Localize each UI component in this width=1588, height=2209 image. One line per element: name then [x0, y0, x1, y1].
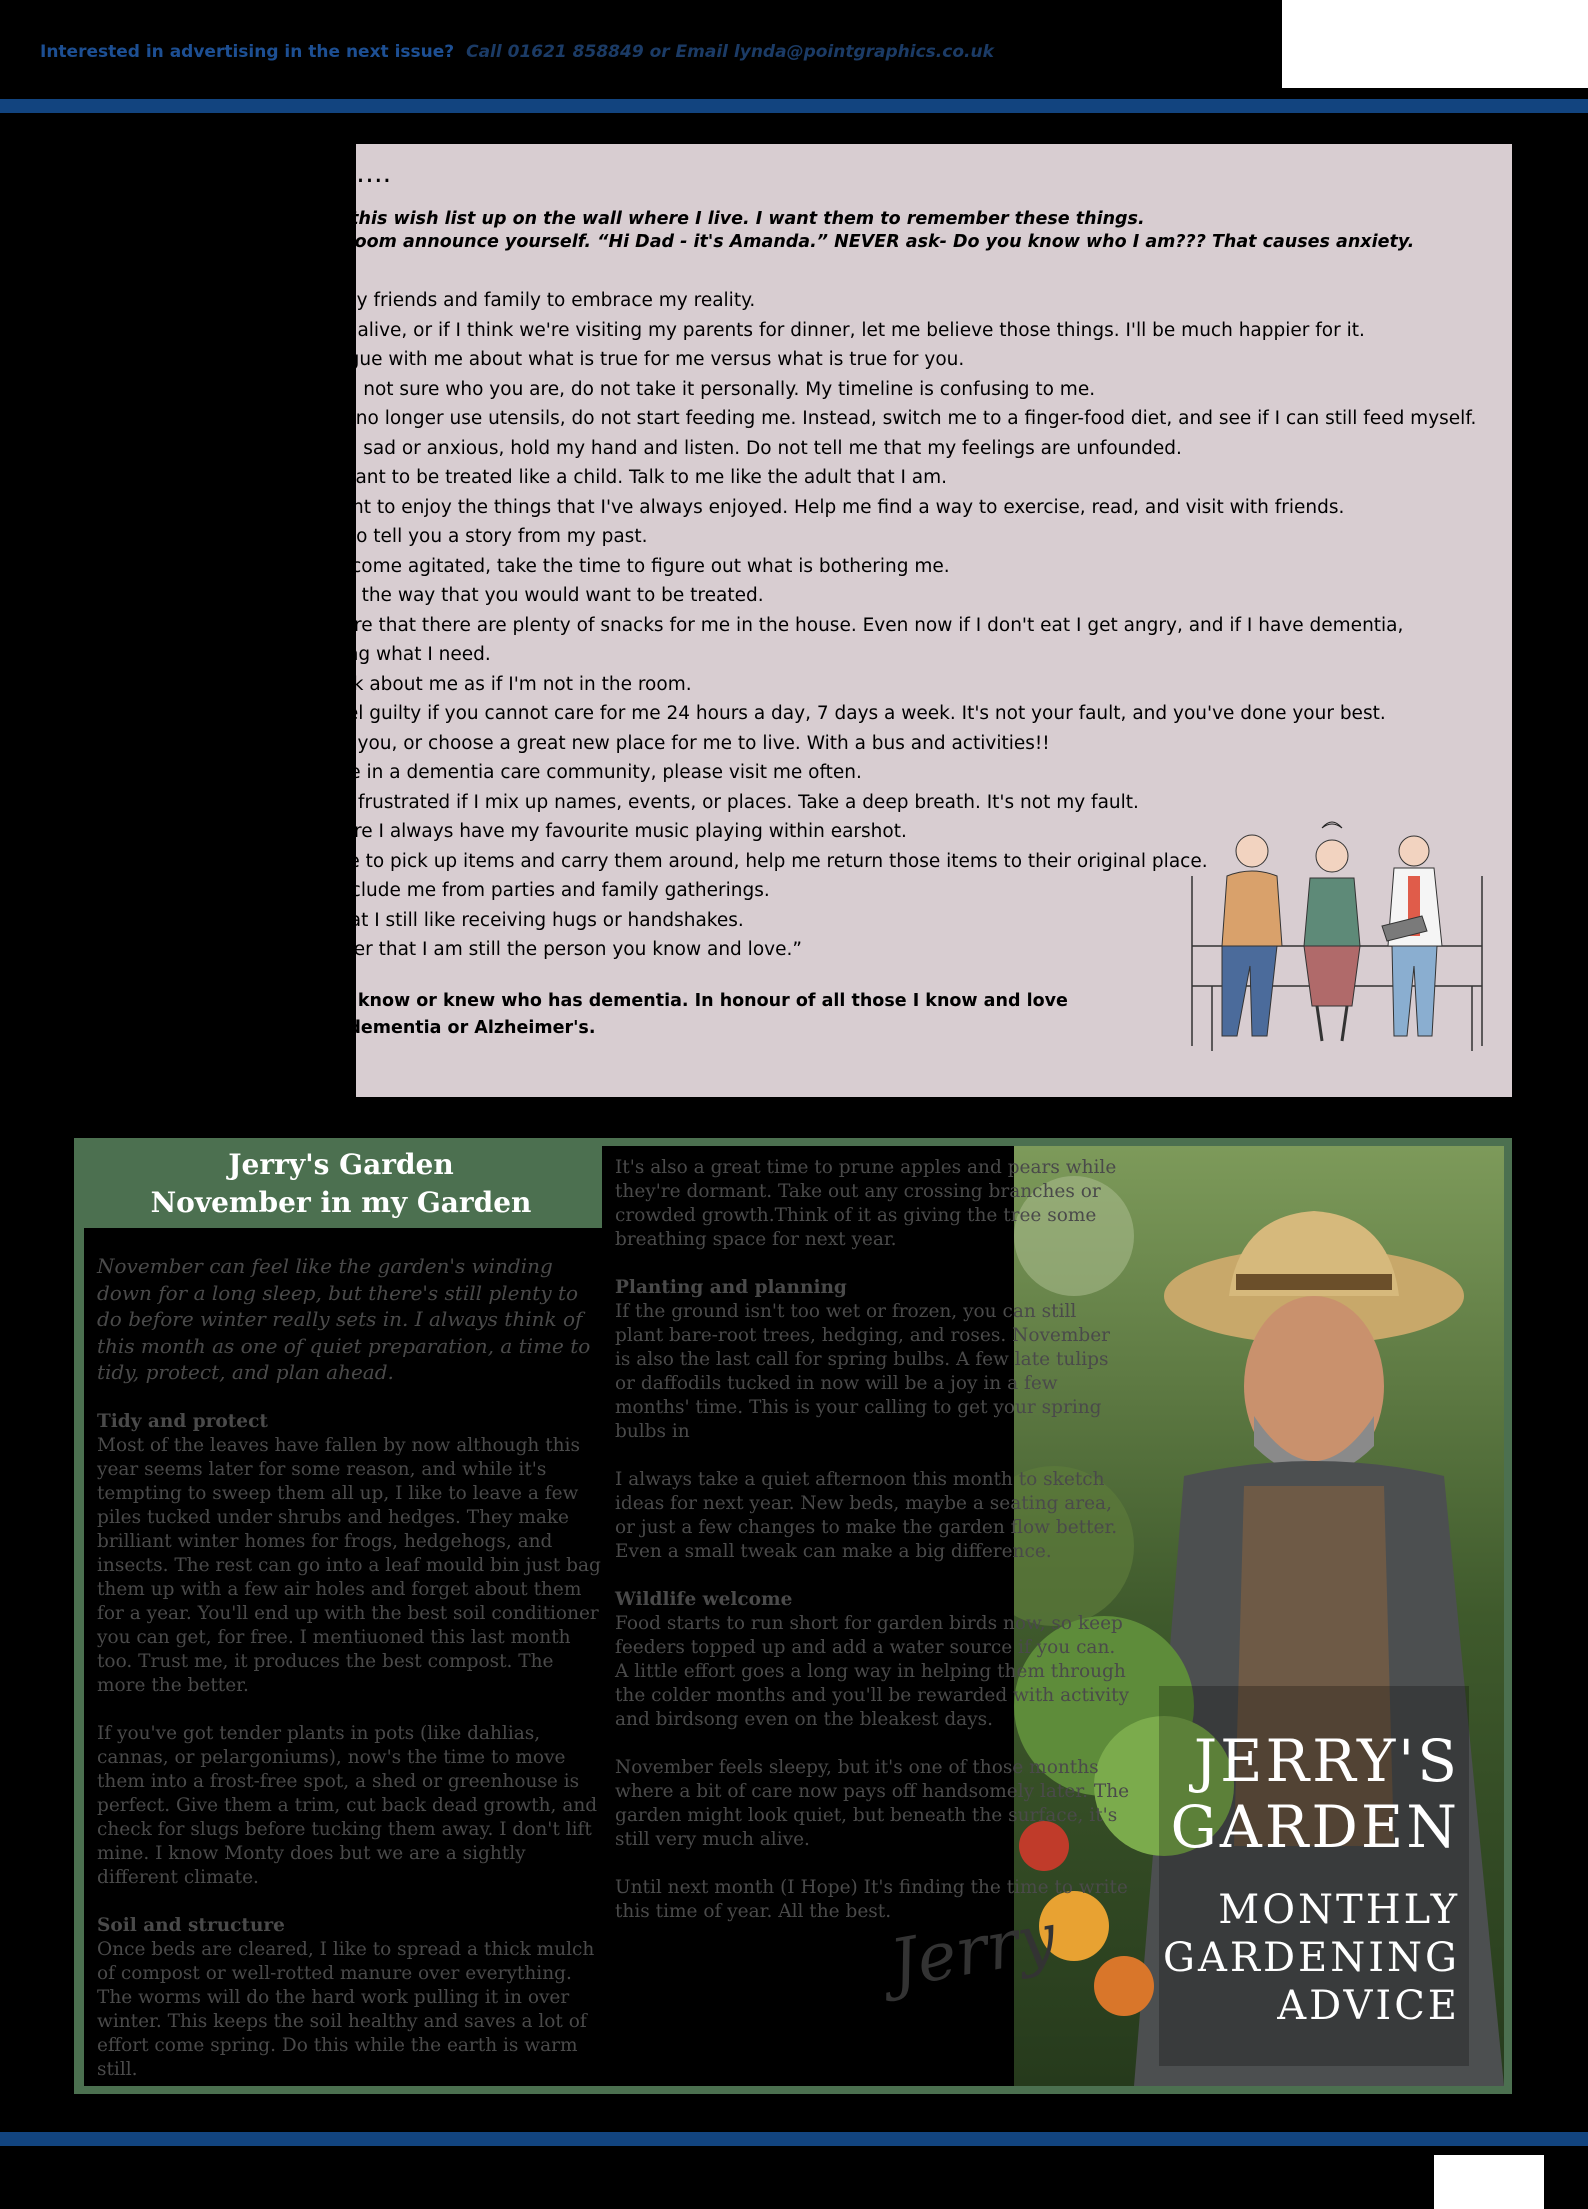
para-soil: Once beds are cleared, I like to spread a thick mulch of compost or well-rotted manure over everything. The worms will do the hard work pulling it in over winter. This keeps the soil healthy and saves a lot of effort come spring. Do this while the earth is warm still.	[97, 1938, 595, 2080]
dementia-title: IF I GET DEMENTIA…..	[94, 158, 392, 189]
dementia-honour-note: In honour of someone you know or knew who has dementia. In honour of all those I know and love and lost who are fighting dementia or Alzheimer's.	[94, 991, 1068, 1038]
heading-soil: Soil and structure	[97, 1914, 285, 1936]
ad-contact: Call 01621 858849 or Email lynda@pointgraphics.co.uk	[466, 42, 994, 62]
ad-prompt: Interested in advertising in the next issue?	[40, 42, 455, 62]
list-item: • If I get dementia, ask me to tell you a story from my past.	[94, 522, 1476, 552]
list-item: • If I get dementia, and I become agitated, take the time to figure out what is bothering me.	[94, 552, 1476, 582]
photo-title-line-2: GARDEN	[1170, 1793, 1460, 1861]
list-item: • If I get dementia, and I am sad or anxious, hold my hand and listen. Do not tell me that my feelings are unfounded.	[94, 434, 1476, 464]
list-item: • If I get dementia, and I like to pick up items and carry them around, help me return those items to their original place.	[94, 847, 1476, 877]
list-item: • If I get dementia, don't talk about me as if I'm not in the room.	[94, 670, 1476, 700]
photo-title-line-1: JERRY'S	[1193, 1727, 1460, 1795]
photo-title-overlay	[1160, 1728, 1460, 2030]
list-item: • If I get dementia, know that I still like receiving hugs or handshakes.	[94, 906, 1476, 936]
list-item: • If I think my spouse is still alive, or if I think we're visiting my parents for dinner, let me believe those things. I'll be much happier for it.	[94, 316, 1476, 346]
garden-column-1	[97, 1253, 605, 2106]
photo-sub-line-2: GARDENING	[1163, 1935, 1460, 1981]
para-wildlife: Food starts to run short for garden birds now, so keep feeders topped up and add a water source if you can. A little effort goes a long way in helping them through the colder months and you'll be rewarded with activity and birdsong even on the bleakest days.	[615, 1613, 1130, 1730]
para-until: Until next month (I Hope) It's finding the time to write this time of year. All the best.	[615, 1877, 1128, 1922]
heading-planting: Planting and planning	[615, 1277, 847, 1298]
para-ideas: I always take a quiet afternoon this month to sketch ideas for next year. New beds, maybe a seating area, or just a few changes to make the garden flow better. Even a small tweak can make a big difference.	[615, 1469, 1118, 1562]
dementia-intro-line-2: Every time you enter the room announce yourself. “Hi Dad - it's Amanda.” NEVER ask- Do you know who I am??? That causes anxiety.	[94, 232, 1415, 252]
dementia-intro-line-1: I'd like my family to hang this wish list up on the wall where I live. I want them to remember these things.	[94, 209, 1145, 229]
garden-header	[80, 1146, 602, 1228]
photo-sub-line-1: MONTHLY	[1218, 1887, 1460, 1933]
garden-column-2	[615, 1156, 1130, 1948]
list-item: • If I get dementia, don't argue with me about what is true for me versus what is true for you.	[94, 345, 1476, 375]
list-item: • If I get dementia, remember that I am still the person you know and love.”	[94, 935, 1476, 965]
heading-wildlife: Wildlife welcome	[615, 1589, 793, 1610]
list-item: • If I get dementia, don't be frustrated if I mix up names, events, or places. Take a deep breath. It's not my fault.	[94, 788, 1476, 818]
photo-sub-line-3: ADVICE	[1277, 1983, 1460, 2029]
advertising-notice	[40, 42, 994, 62]
garden-title: Jerry's Garden	[228, 1148, 454, 1181]
garden-subtitle: November in my Garden	[150, 1186, 532, 1219]
top-blue-stripe	[0, 99, 1588, 113]
list-item: • If I get dementia, don't exclude me from parties and family gatherings.	[94, 876, 1476, 906]
para-planting: If the ground isn't too wet or frozen, you can still plant bare-root trees, hedging, and roses. November is also the last call for spring bulbs. A few late tulips or daffodils tucked in now will be a joy in a few months' time. This is your calling to get your spring bulbs in	[615, 1301, 1111, 1442]
bottom-right-white-block	[1434, 2155, 1544, 2209]
list-item: • If I get dementia, and can no longer use utensils, do not start feeding me. Instead, switch me to a finger-food diet, and see if I can still feed myself.	[94, 404, 1476, 434]
top-right-white-block	[1282, 0, 1588, 88]
list-item: • If I get dementia, don't feel guilty if you cannot care for me 24 hours a day, 7 days a week. It's not your fault, and you've done your best. Find someone who can help you, or choose a great new place for me to live. With a bus and activities!!	[94, 699, 1404, 758]
para-sleepy: November feels sleepy, but it's one of those months where a bit of care now pays off handsomely later. The garden might look quiet, but beneath the surface, it's still very much alive.	[615, 1757, 1130, 1850]
list-item: • If I get dementia, I want my friends and family to embrace my reality.	[94, 286, 1476, 316]
caregiver-illustration	[1182, 796, 1500, 1068]
list-item: • If I get dementia, and I live in a dementia care community, please visit me often.	[94, 758, 1476, 788]
para-tidy: Most of the leaves have fallen by now although this year seems later for some reason, and while it's tempting to sweep them all up, I like to leave a few piles tucked under shrubs and hedges. They make brilliant winter homes for frogs, hedgehogs, and insects. The rest can go into a leaf mould bin just bag them up with a few air holes and forget about them for a year. You'll end up with the best soil conditioner you can get, for free. I mentiuoned this last month too. Trust me, it produces the best compost. The more the better.	[97, 1434, 601, 1696]
heading-tidy: Tidy and protect	[97, 1410, 268, 1432]
list-item: • If I get dementia, and I am not sure who you are, do not take it personally. My timeline is confusing to me.	[94, 375, 1476, 405]
bottom-blue-stripe	[0, 2132, 1588, 2146]
garden-intro: November can feel like the garden's winding down for a long sleep, but there's still plenty to do before winter really sets in. I always think of this month as one of quiet preparation, a time to tidy, protect, and plan ahead.	[97, 1254, 591, 1384]
list-item: • If I get dementia, I still want to enjoy the things that I've always enjoyed. Help me find a way to exercise, read, and visit with friends.	[94, 493, 1476, 523]
para-tender: If you've got tender plants in pots (like dahlias, cannas, or pelargoniums), now's the time to move them into a frost-free spot, a shed or greenhouse is perfect. Give them a trim, cut back dead growth, and check for slugs before tucking them away. I don't lift mine. I know Monty does but we are a sightly different climate.	[97, 1722, 598, 1888]
list-item: • If I get dementia, I don't want to be treated like a child. Talk to me like the adult that I am.	[94, 463, 1476, 493]
list-item: • If I get dementia, make sure I always have my favourite music playing within earshot.	[94, 817, 1476, 847]
signature: Jerry	[884, 1898, 1062, 2003]
list-item: • If I get dementia, treat me the way that you would want to be treated.	[94, 581, 1476, 611]
list-item: • If I get dementia, make sure that there are plenty of snacks for me in the house. Even now if I don't eat I get angry, and if I have dementia, I may have trouble explaining what I need.	[94, 611, 1404, 670]
dementia-intro	[94, 208, 1414, 254]
para-prune: It's also a great time to prune apples and pears while they're dormant. Take out any crossing branches or crowded growth.Think of it as giving the tree some breathing space for next year.	[615, 1157, 1117, 1250]
